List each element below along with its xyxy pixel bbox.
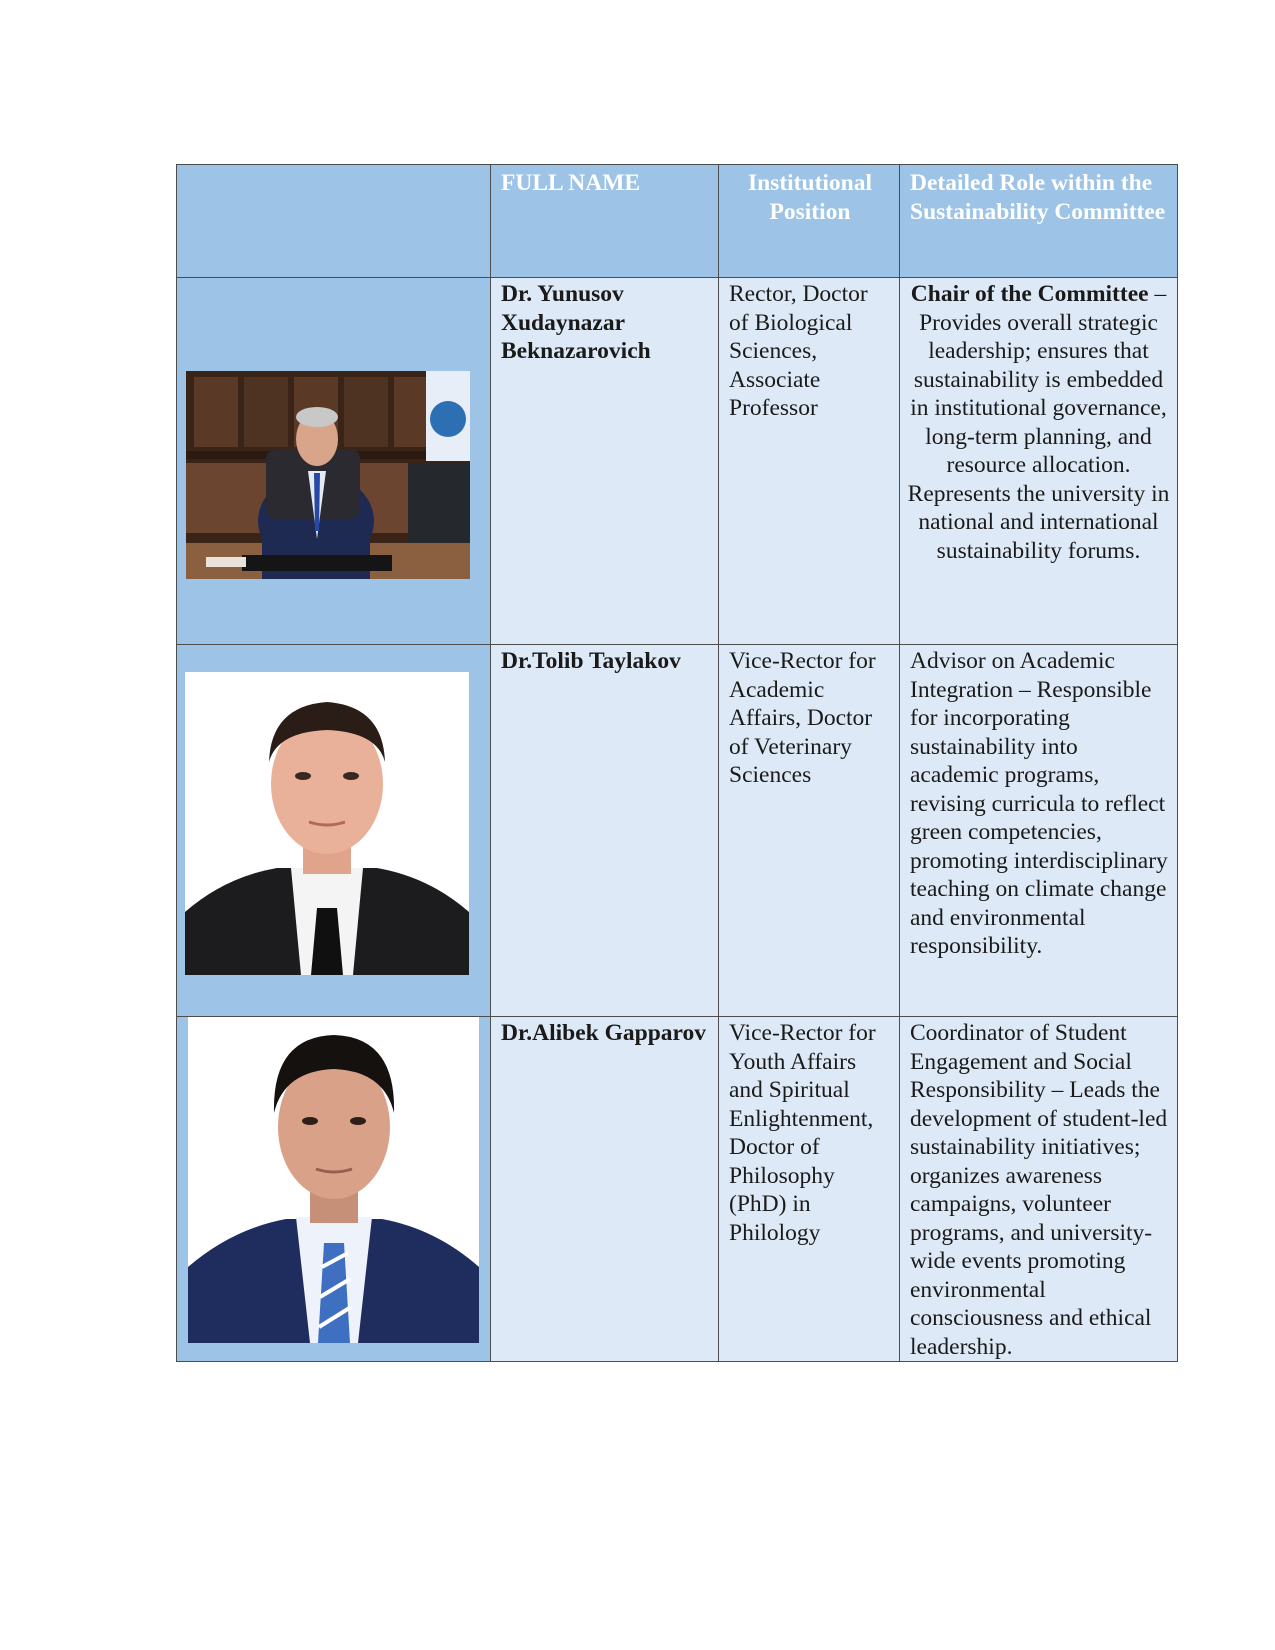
member-role: Advisor on Academic Integration – Responsible for incorporating sustainability into academic programs, revising curricula to reflect green competencies, promoting interdisciplinary teaching on climate change and environmental responsibility. (910, 648, 1168, 959)
name-cell (491, 278, 719, 645)
role-cell (900, 645, 1178, 1017)
position-cell (719, 645, 900, 1017)
photo-cell (177, 278, 491, 645)
table-row (177, 278, 1178, 645)
table-row (177, 1017, 1178, 1362)
role-description: – Provides overall strategic leadership; ensures that sustainability is embedded in institutional governance, long-term planning, and resource allocation. Represents the university in national and international sustainability forums. (907, 281, 1170, 564)
portrait-photo-youth-vice-rector (188, 1017, 479, 1343)
name-cell (491, 1017, 719, 1362)
role-title: Chair of the Committee (910, 281, 1149, 307)
member-name: Dr. Yunusov Xudaynazar Beknazarovich (501, 281, 651, 364)
header-role-label: Detailed Role within the Sustainability Committee (910, 170, 1166, 225)
header-photo-cell (177, 165, 491, 278)
table-row (177, 645, 1178, 1017)
member-role (900, 278, 1177, 565)
member-position: Vice-Rector for Academic Affairs, Doctor of Veterinary Sciences (729, 648, 876, 788)
position-cell (719, 1017, 900, 1362)
header-role (900, 165, 1178, 278)
table-header-row (177, 165, 1178, 278)
header-full-name (491, 165, 719, 278)
header-position (719, 165, 900, 278)
member-name: Dr.Tolib Taylakov (501, 648, 681, 674)
member-position: Vice-Rector for Youth Affairs and Spiritual Enlightenment, Doctor of Philosophy (PhD) in Philology (729, 1020, 876, 1246)
committee-table (176, 164, 1178, 1362)
member-role: Coordinator of Student Engagement and Social Responsibility – Leads the development of student-led sustainability initiatives; organizes awareness campaigns, volunteer programs, and university-wide events promoting environmental consciousness and ethical leadership. (910, 1020, 1168, 1360)
header-position-label: Institutional Position (747, 170, 873, 225)
role-cell (900, 1017, 1178, 1362)
photo-cell (177, 645, 491, 1017)
portrait-photo-academic-vice-rector (185, 672, 469, 975)
name-cell (491, 645, 719, 1017)
member-name: Dr.Alibek Gapparov (501, 1020, 707, 1046)
role-cell (900, 278, 1178, 645)
photo-cell (177, 1017, 491, 1362)
header-full-name-label: FULL NAME (501, 170, 641, 196)
position-cell (719, 278, 900, 645)
portrait-photo-rector (186, 371, 470, 579)
member-position: Rector, Doctor of Biological Sciences, Associate Professor (729, 281, 868, 421)
